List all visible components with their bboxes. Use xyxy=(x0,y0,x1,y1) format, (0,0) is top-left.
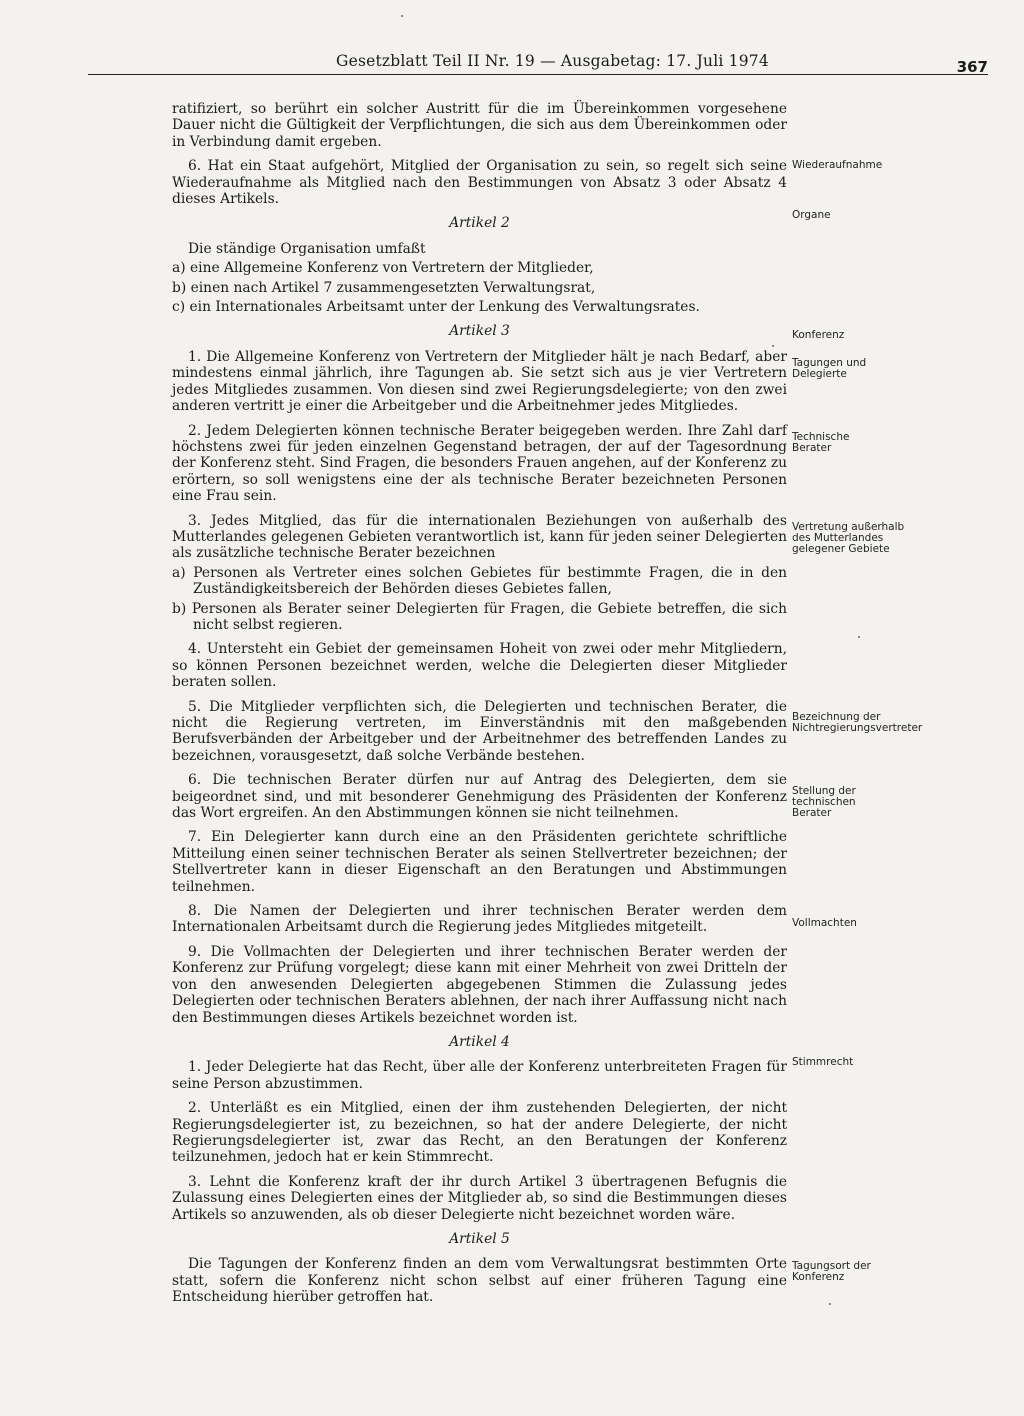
scan-speck xyxy=(858,636,860,638)
article-3-para-9: 9. Die Vollmachten der Delegierten und ihrer technischen Berater werden der Konferenz zur Prüfung vorgelegt; diese kann mit einer Mehrheit von zwei Dritteln der von den anwesenden Delegierten abgegebenen Stimmen die Zulassung jedes Delegierten oder technischen Beraters ablehnen, der nach ihrer Auffassung nicht nach den Bestimmungen dieses Artikels bezeichnet worden ist. xyxy=(172,943,787,1026)
scan-speck xyxy=(401,15,403,17)
article-4-para-2: 2. Unterläßt es ein Mitglied, einen der ihm zustehenden Delegierten, der nicht Regierungsdelegierter ist, zu bezeichnen, so hat der andere Delegierte, der nicht Regierungsdelegierter ist, zwar das Recht, an den Beratungen der Konferenz teilzunehmen, jedoch hat er kein Stimmrecht. xyxy=(172,1100,787,1166)
sidenote-konferenz: Konferenz xyxy=(792,329,845,341)
article-3-para-2: 2. Jedem Delegierten können technische Berater beigegeben werden. Ihre Zahl darf höchstens zwei für jeden einzelnen Gegenstand betragen, der auf der Tagesordnung der Konferenz steht. Sind Fragen, die besonders Frauen angehen, auf der Konferenz zu erörtern, so soll wenigstens eine der als technische Berater bezeichneten Personen eine Frau sein. xyxy=(172,422,787,505)
article-2-lead: Die ständige Organisation umfaßt xyxy=(188,240,426,257)
gazette-title: Gesetzblatt Teil II Nr. 19 — Ausgabetag: 17. Juli 1974 xyxy=(336,52,769,70)
sidenote-bezeichnung: Bezeichnung der Nichtregierungsvertreter xyxy=(792,711,923,735)
article-3-para-6: 6. Die technischen Berater dürfen nur auf Antrag des Delegierten, dem sie beigeordnet sind, und mit besonderer Genehmigung des Präsidenten der Konferenz das Wort ergreifen. An den Abstimmungen können sie nicht teilnehmen. xyxy=(172,772,787,822)
page-header xyxy=(88,52,988,75)
article-3-heading: Artikel 3 xyxy=(449,323,510,340)
article-5-para-1: Die Tagungen der Konferenz finden an dem vom Verwaltungsrat bestimmten Orte statt, sofern die Konferenz nicht schon selbst auf einer früheren Tagung eine Entscheidung hierüber getroffen hat. xyxy=(172,1256,787,1306)
sidenote-technische-berater: Technische Berater xyxy=(792,431,850,455)
article-2-item-a: a) eine Allgemeine Konferenz von Vertretern der Mitglieder, xyxy=(172,260,594,277)
sidenote-vollmachten: Vollmachten xyxy=(792,917,857,929)
article-3-para-3-item-b: b) Personen als Berater seiner Delegierten für Fragen, die Gebiete betreffen, die sich nicht selbst regieren. xyxy=(172,600,787,633)
scan-speck xyxy=(829,1303,831,1305)
sidenote-tagungen: Tagungen und Delegierte xyxy=(792,357,867,381)
article-3-para-5: 5. Die Mitglieder verpflichten sich, die Delegierten und technischen Berater, die nicht die Regierung vertreten, im Einverständnis mit den maßgebenden Berufsverbänden der Arbeitgeber und der Arbeitnehmer des betreffenden Landes zu bezeichnen, vorausgesetzt, daß solche Verbände bestehen. xyxy=(172,698,787,764)
article-2-item-b: b) einen nach Artikel 7 zusammengesetzten Verwaltungsrat, xyxy=(172,279,596,296)
article-3-para-8: 8. Die Namen der Delegierten und ihrer technischen Berater werden dem Internationalen Arbeitsamt durch die Regierung jedes Mitgliedes mitgeteilt. xyxy=(172,903,787,936)
article-3-para-7: 7. Ein Delegierter kann durch eine an den Präsidenten gerichtete schriftliche Mitteilung einen seiner technischen Berater als seinen Stellvertreter bezeichnen; der Stellvertreter kann in dieser Eigenschaft an den Beratungen und Abstimmungen teilnehmen. xyxy=(172,829,787,895)
article-3-para-3-item-a: a) Personen als Vertreter eines solchen Gebietes für bestimmte Fragen, die in den Zuständigkeitsbereich der Behörden dieses Gebietes fallen, xyxy=(172,564,787,598)
sidenote-stellung: Stellung der technischen Berater xyxy=(792,785,856,820)
sidenote-vertretung: Vertretung außerhalb des Mutterlandes gelegener Gebiete xyxy=(792,521,905,556)
article-3-para-1: 1. Die Allgemeine Konferenz von Vertretern der Mitglieder hält je nach Bedarf, aber mindestens einmal jährlich, ihre Tagungen ab. Sie setzt sich aus je vier Vertretern jedes Mitgliedes zusammen. Von diesen sind zwei Regierungsdelegierte; von den zwei anderen vertritt je einer die Arbeitgeber und die Arbeitnehmer jedes Mitgliedes. xyxy=(172,348,787,415)
article-4-heading: Artikel 4 xyxy=(449,1033,510,1050)
sidenote-tagungsort: Tagungsort der Konferenz xyxy=(792,1260,871,1284)
sidenote-wiederaufnahme: Wiederaufnahme xyxy=(792,159,883,171)
article-4-para-3: 3. Lehnt die Konferenz kraft der ihr durch Artikel 3 übertragenen Befugnis die Zulassung eines Delegierten eines der Mitglieder ab, so sind die Bestimmungen dieses Artikels so anzuwenden, als ob dieser Delegierte nicht bezeichnet worden wäre. xyxy=(172,1173,787,1223)
sidenote-organe: Organe xyxy=(792,209,831,221)
paragraph-intro: ratifiziert, so berührt ein solcher Austritt für die im Übereinkommen vorgesehene Dauer nicht die Gültigkeit der Verpflichtungen, die sich aus dem Übereinkommen oder in Verbindung damit ergeben. xyxy=(172,101,787,150)
main-text-column xyxy=(172,101,787,1314)
sidenote-stimmrecht: Stimmrecht xyxy=(792,1056,854,1068)
scan-speck xyxy=(772,345,774,347)
article-2-item-c: c) ein Internationales Arbeitsamt unter der Lenkung des Verwaltungsrates. xyxy=(172,299,700,316)
article-2-heading: Artikel 2 xyxy=(449,215,510,232)
article-4-para-1: 1. Jeder Delegierte hat das Recht, über alle der Konferenz unterbreiteten Fragen für seine Person abzustimmen. xyxy=(172,1059,787,1092)
article-3-para-3: 3. Jedes Mitglied, das für die internationalen Beziehungen von außerhalb des Mutterlandes gelegenen Gebieten verantwortlich ist, kann für jeden seiner Delegierten als zusätzliche technische Berater bezeichnen xyxy=(172,512,787,562)
page-number: 367 xyxy=(956,58,988,76)
paragraph-art1-6: 6. Hat ein Staat aufgehört, Mitglied der Organisation zu sein, so regelt sich seine Wiederaufnahme als Mitglied nach den Bestimmungen von Absatz 3 oder Absatz 4 dieses Artikels. xyxy=(172,158,787,208)
article-5-heading: Artikel 5 xyxy=(449,1230,510,1247)
article-3-para-4: 4. Untersteht ein Gebiet der gemeinsamen Hoheit von zwei oder mehr Mitgliedern, so können Personen bezeichnet werden, welche die Delegierten dieser Mitglieder beraten sollen. xyxy=(172,641,787,691)
